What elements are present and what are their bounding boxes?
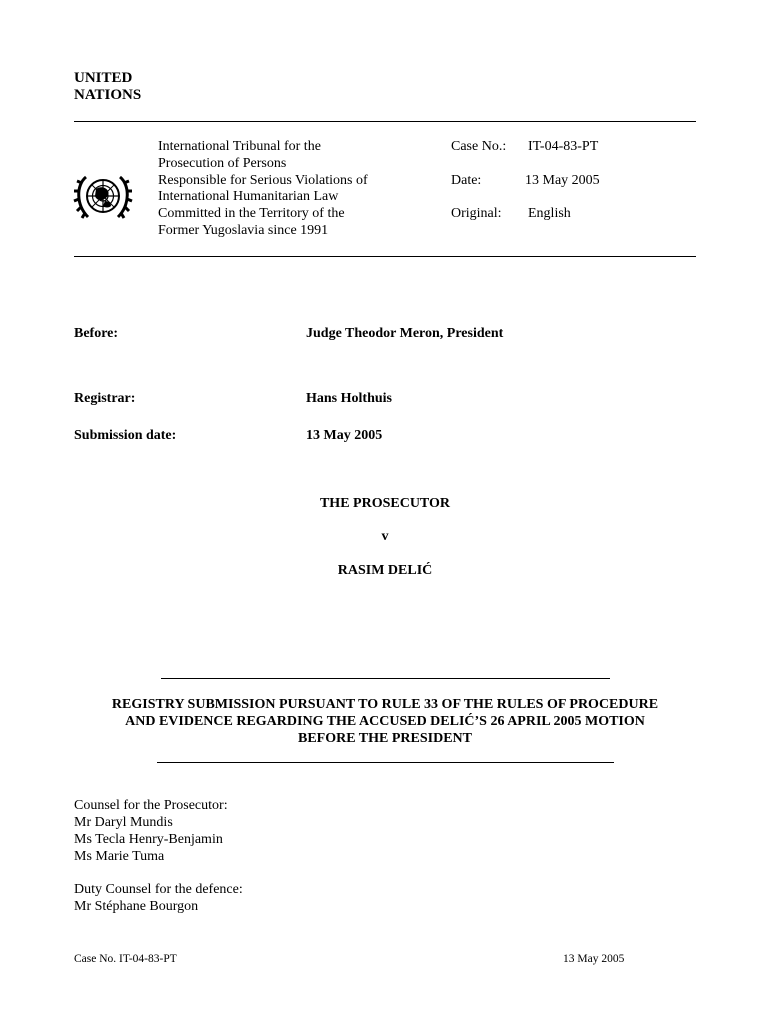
tribunal-line: International Humanitarian Law	[158, 189, 339, 205]
defence-counsel	[74, 881, 243, 915]
prosecution-counsel-heading: Counsel for the Prosecutor:	[74, 798, 228, 813]
prosecutor-title: THE PROSECUTOR	[319, 496, 451, 511]
before-value: Judge Theodor Meron, President	[306, 326, 504, 341]
submission-title	[60, 696, 710, 747]
tribunal-line: Former Yugoslavia since 1991	[158, 222, 329, 238]
title-bottom-rule	[157, 762, 614, 763]
tribunal-line: International Tribunal for the	[158, 139, 321, 154]
organization-line-2: NATIONS	[74, 87, 142, 103]
counsel-name: Mr Stéphane Bourgon	[74, 899, 199, 914]
defence-counsel-heading: Duty Counsel for the defence:	[74, 882, 243, 897]
counsel-name: Mr Daryl Mundis	[74, 815, 173, 830]
submission-date-label: Submission date:	[74, 428, 177, 443]
registrar-value: Hans Holthuis	[306, 391, 392, 406]
counsel-name: Ms Marie Tuma	[74, 849, 165, 864]
header-bottom-rule	[74, 256, 696, 257]
original-label: Original:	[451, 206, 502, 221]
tribunal-line: Prosecution of Persons	[158, 155, 287, 171]
registrar-label: Registrar:	[74, 391, 136, 406]
original-value: English	[528, 206, 571, 221]
case-number-label: Case No.:	[451, 139, 507, 154]
date-label: Date:	[451, 173, 482, 188]
un-emblem-icon	[72, 171, 134, 228]
footer-date: 13 May 2005	[563, 953, 625, 965]
header-top-rule	[74, 121, 696, 122]
submission-title-line: BEFORE THE PRESIDENT	[297, 731, 472, 746]
title-top-rule	[161, 678, 610, 679]
submission-date-value: 13 May 2005	[306, 428, 383, 443]
versus-label: v	[381, 529, 389, 544]
organization-name	[74, 70, 141, 104]
before-label: Before:	[74, 326, 119, 341]
organization-line-1: UNITED	[74, 70, 133, 86]
date-value: 13 May 2005	[525, 173, 600, 188]
accused-name: RASIM DELIĆ	[337, 563, 433, 578]
prosecution-counsel	[74, 797, 228, 865]
submission-title-line: REGISTRY SUBMISSION PURSUANT TO RULE 33 OF THE RULES OF PROCEDURE	[111, 697, 659, 712]
footer-case-number: Case No. IT-04-83-PT	[74, 953, 177, 965]
counsel-name: Ms Tecla Henry-Benjamin	[74, 832, 223, 847]
tribunal-line: Responsible for Serious Violations of	[158, 172, 368, 188]
tribunal-line: Committed in the Territory of the	[158, 206, 345, 222]
case-number-value: IT-04-83-PT	[528, 139, 599, 154]
tribunal-name	[158, 139, 368, 240]
submission-title-line: AND EVIDENCE REGARDING THE ACCUSED DELIĆ’S 26 APRIL 2005 MOTION	[125, 714, 645, 729]
